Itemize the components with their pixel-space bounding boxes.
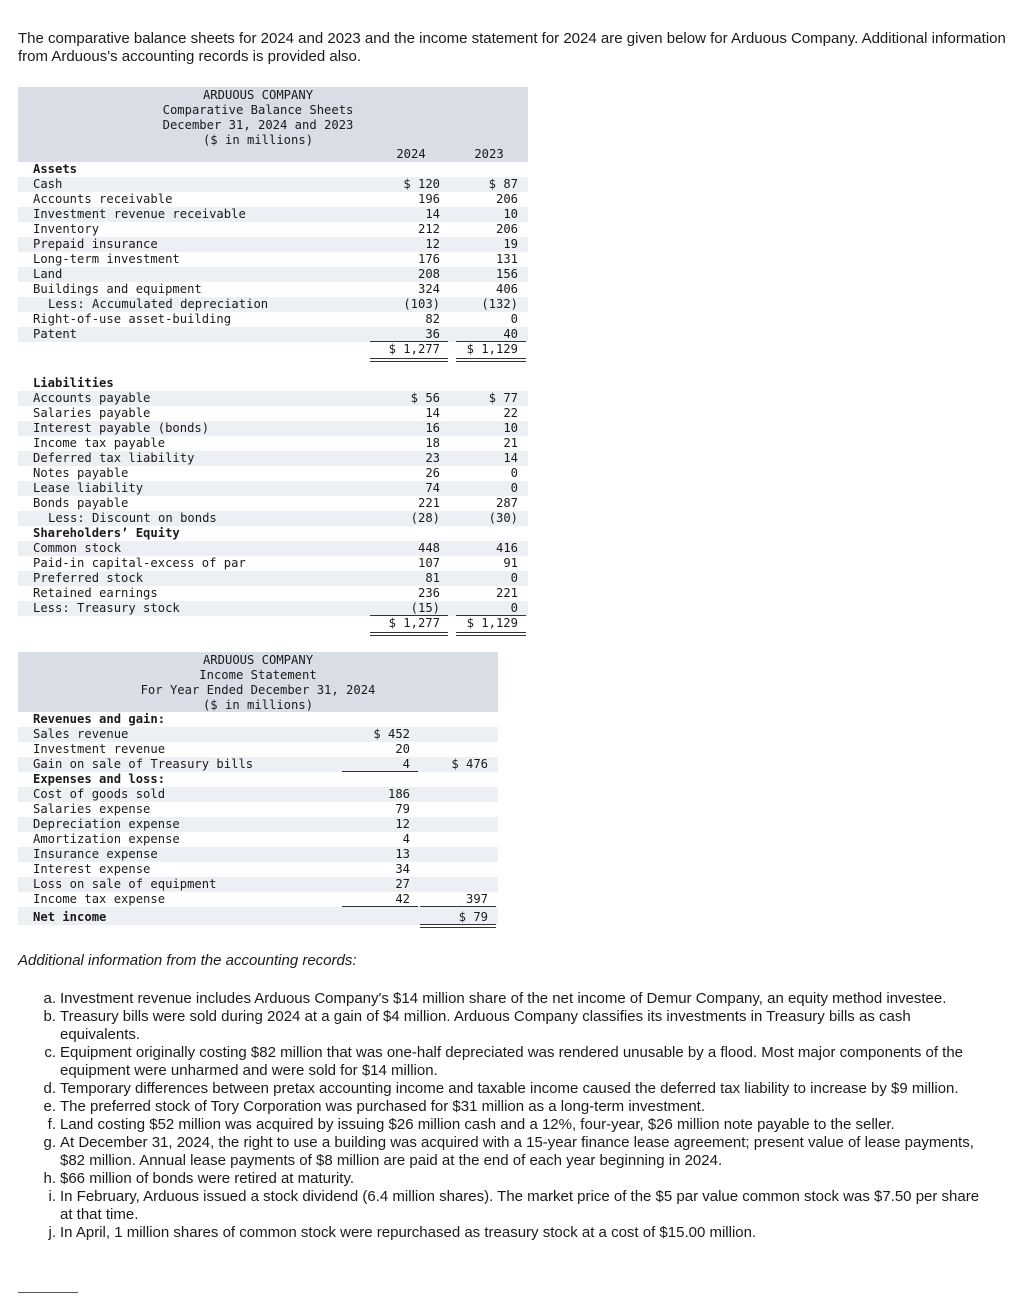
note-item <box>40 1188 980 1224</box>
note-text: Land costing $52 million was acquired by issuing $26 million cash and a 12%, four-year, $26 million note payable to the seller. <box>60 1116 895 1133</box>
asset-row <box>18 312 528 327</box>
liability-row <box>18 481 528 496</box>
value-2023: 131 <box>495 252 518 266</box>
expense-row <box>18 817 498 832</box>
note-letter: i. <box>48 1188 56 1205</box>
liability-row <box>18 421 528 436</box>
row-label: Net income <box>33 910 107 924</box>
note-text: Investment revenue includes Arduous Company's $14 million share of the net income of Demur Company, an equity method investee. <box>60 990 947 1007</box>
note-letter: g. <box>43 1134 56 1151</box>
value-2024: 74 <box>425 481 440 495</box>
income-statement-table <box>18 652 498 925</box>
asset-row <box>18 327 528 342</box>
equity-row <box>18 571 528 586</box>
value-2024: (103) <box>403 297 440 311</box>
value-2023: 156 <box>495 267 518 281</box>
subtotal-amount: $ 476 <box>451 757 488 771</box>
value-2024: 324 <box>417 282 440 296</box>
expense-row <box>18 847 498 862</box>
value-2024: $ 1,277 <box>388 342 440 356</box>
row-label: Revenues and gain: <box>33 712 166 726</box>
value-2024: $ 1,277 <box>388 616 440 630</box>
liability-row <box>18 451 528 466</box>
note-item <box>40 1080 980 1098</box>
note-item <box>40 1008 980 1044</box>
row-label: Accounts payable <box>33 391 151 405</box>
note-text: $66 million of bonds were retired at maturity. <box>60 1170 355 1187</box>
row-label: Inventory <box>33 222 100 236</box>
asset-row <box>18 222 528 237</box>
row-label: Less: Discount on bonds <box>48 511 217 525</box>
value-2023: 0 <box>510 466 518 480</box>
column-header-2024: 2024 <box>396 147 426 161</box>
liability-row <box>18 391 528 406</box>
double-underline <box>420 924 496 928</box>
liability-row <box>18 496 528 511</box>
revenue-row <box>18 727 498 742</box>
row-label: Loss on sale of equipment <box>33 877 217 891</box>
value-2023: 10 <box>503 421 518 435</box>
value-2023: $ 1,129 <box>466 342 518 356</box>
row-label: Less: Accumulated depreciation <box>48 297 269 311</box>
value-2023: $ 77 <box>488 391 518 405</box>
net-income-row <box>18 907 498 925</box>
note-item <box>40 990 980 1008</box>
value-2024: 26 <box>425 466 440 480</box>
value-2024: 36 <box>425 327 440 341</box>
section-equity <box>18 526 528 541</box>
row-label: Paid-in capital-excess of par <box>33 556 246 570</box>
value-2023: 416 <box>495 541 518 555</box>
note-letter: a. <box>43 990 56 1007</box>
value-2023: 21 <box>503 436 518 450</box>
item-amount: 34 <box>395 862 410 876</box>
row-label: Buildings and equipment <box>33 282 202 296</box>
asset-row <box>18 297 528 312</box>
value-2023: $ 1,129 <box>466 616 518 630</box>
value-2024: 208 <box>417 267 440 281</box>
intro-paragraph: The comparative balance sheets for 2024 and 2023 and the income statement for 2024 are given below for Arduous Company. Additional information from Arduous's accounting records is provided also. <box>18 30 1006 65</box>
liability-row <box>18 511 528 526</box>
value-2023: (30) <box>488 511 518 525</box>
row-label: Depreciation expense <box>33 817 180 831</box>
row-label: Salaries payable <box>33 406 151 420</box>
balance-sheet-title-line: ARDUOUS COMPANY <box>202 88 314 102</box>
equity-row <box>18 601 528 616</box>
item-amount: 42 <box>395 892 410 906</box>
note-letter: b. <box>43 1008 56 1025</box>
value-2023: 0 <box>510 312 518 326</box>
equity-row <box>18 541 528 556</box>
note-text: At December 31, 2024, the right to use a building was acquired with a 15-year finance lease agreement; present value of lease payments, $82 million. Annual lease payments of $8 million are paid at the end of each year beginning in 2024. <box>60 1134 974 1169</box>
item-amount: 4 <box>402 757 410 771</box>
income-statement-title-line: Income Statement <box>199 668 317 682</box>
note-item <box>40 1116 980 1134</box>
section-revenues <box>18 712 498 727</box>
value-2023: 0 <box>510 571 518 585</box>
equity-row <box>18 556 528 571</box>
assets-total-row <box>18 342 528 360</box>
liability-row <box>18 406 528 421</box>
row-label: Shareholders’ Equity <box>33 526 180 540</box>
row-label: Less: Treasury stock <box>33 601 180 615</box>
value-2024: 12 <box>425 237 440 251</box>
value-2023: 10 <box>503 207 518 221</box>
asset-row <box>18 207 528 222</box>
value-2023: (132) <box>481 297 518 311</box>
liabilities-equity-total-row <box>18 616 528 634</box>
row-label: Retained earnings <box>33 586 158 600</box>
double-underline <box>370 632 448 636</box>
row-label: Gain on sale of Treasury bills <box>33 757 254 771</box>
expense-row <box>18 802 498 817</box>
expense-row <box>18 862 498 877</box>
spacer <box>18 360 528 376</box>
value-2023: 0 <box>510 601 518 615</box>
item-amount: 186 <box>387 787 410 801</box>
subtotal-amount: 397 <box>465 892 488 906</box>
note-letter: d. <box>43 1080 56 1097</box>
double-underline <box>456 632 526 636</box>
value-2024: 23 <box>425 451 440 465</box>
value-2024: 448 <box>417 541 440 555</box>
asset-row <box>18 237 528 252</box>
row-label: Notes payable <box>33 466 129 480</box>
value-2024: 14 <box>425 406 440 420</box>
asset-row <box>18 282 528 297</box>
value-2023: 0 <box>510 481 518 495</box>
row-label: Sales revenue <box>33 727 129 741</box>
note-text: In February, Arduous issued a stock dividend (6.4 million shares). The market price of the $5 par value common stock was $7.50 per share at that time. <box>60 1188 980 1223</box>
row-label: Assets <box>33 162 78 176</box>
balance-sheet-header <box>18 87 528 162</box>
expense-row <box>18 832 498 847</box>
row-label: Bonds payable <box>33 496 129 510</box>
row-label: Investment revenue <box>33 742 166 756</box>
value-2024: 196 <box>417 192 440 206</box>
value-2024: 16 <box>425 421 440 435</box>
note-letter: e. <box>43 1098 56 1115</box>
asset-row <box>18 267 528 282</box>
value-2024: 212 <box>417 222 440 236</box>
expense-row <box>18 787 498 802</box>
note-item <box>40 1170 980 1188</box>
value-2024: 236 <box>417 586 440 600</box>
section-expenses <box>18 772 498 787</box>
subtotal-amount: $ 79 <box>458 910 488 924</box>
row-label: Expenses and loss: <box>33 772 166 786</box>
balance-sheet-table <box>18 87 528 634</box>
item-amount: 79 <box>395 802 410 816</box>
row-label: Interest payable (bonds) <box>33 421 210 435</box>
liability-row <box>18 466 528 481</box>
equity-row <box>18 586 528 601</box>
value-2023: 287 <box>495 496 518 510</box>
note-item <box>40 1098 980 1116</box>
income-statement-title-line: ($ in millions) <box>202 698 314 712</box>
note-item <box>40 1224 980 1242</box>
value-2023: 14 <box>503 451 518 465</box>
income-statement-header <box>18 652 498 712</box>
item-amount: 20 <box>395 742 410 756</box>
row-label: Income tax payable <box>33 436 166 450</box>
note-text: In April, 1 million shares of common stock were repurchased as treasury stock at a cost of $15.00 million. <box>60 1224 757 1241</box>
note-letter: c. <box>44 1044 56 1061</box>
value-2023: 206 <box>495 222 518 236</box>
note-text: Temporary differences between pretax accounting income and taxable income caused the deferred tax liability to increase by $9 million. <box>60 1080 959 1097</box>
income-statement-title-line: For Year Ended December 31, 2024 <box>140 683 376 697</box>
note-item <box>40 1134 980 1170</box>
note-text: Treasury bills were sold during 2024 at a gain of $4 million. Arduous Company classifies its investments in Treasury bills as cash equivalents. <box>60 1008 911 1043</box>
note-item <box>40 1044 980 1080</box>
value-2023: 22 <box>503 406 518 420</box>
item-amount: 4 <box>402 832 410 846</box>
value-2023: 40 <box>503 327 518 341</box>
row-label: Long-term investment <box>33 252 180 266</box>
row-label: Accounts receivable <box>33 192 173 206</box>
row-label: Insurance expense <box>33 847 158 861</box>
balance-sheet-title-line: December 31, 2024 and 2023 <box>162 118 354 132</box>
expense-row <box>18 877 498 892</box>
row-label: Land <box>33 267 63 281</box>
note-letter: j. <box>48 1224 56 1241</box>
value-2024: 14 <box>425 207 440 221</box>
row-label: Common stock <box>33 541 122 555</box>
item-amount: 12 <box>395 817 410 831</box>
value-2023: 91 <box>503 556 518 570</box>
value-2024: 81 <box>425 571 440 585</box>
row-label: Income tax expense <box>33 892 166 906</box>
note-letter: h. <box>43 1170 56 1187</box>
value-2023: 19 <box>503 237 518 251</box>
row-label: Deferred tax liability <box>33 451 195 465</box>
value-2024: 176 <box>417 252 440 266</box>
income-statement-title-line: ARDUOUS COMPANY <box>202 653 314 667</box>
liability-row <box>18 436 528 451</box>
revenue-row <box>18 742 498 757</box>
row-label: Lease liability <box>33 481 144 495</box>
value-2024: 107 <box>417 556 440 570</box>
row-label: Liabilities <box>33 376 114 390</box>
item-amount: 27 <box>395 877 410 891</box>
row-label: Amortization expense <box>33 832 180 846</box>
note-letter: f. <box>47 1116 56 1133</box>
value-2024: 18 <box>425 436 440 450</box>
asset-row <box>18 177 528 192</box>
value-2023: 206 <box>495 192 518 206</box>
row-label: Salaries expense <box>33 802 151 816</box>
expense-row <box>18 892 498 907</box>
asset-row <box>18 252 528 267</box>
value-2024: $ 56 <box>410 391 440 405</box>
asset-row <box>18 192 528 207</box>
row-label: Investment revenue receivable <box>33 207 246 221</box>
item-amount: $ 452 <box>373 727 410 741</box>
value-2024: $ 120 <box>403 177 440 191</box>
value-2024: 221 <box>417 496 440 510</box>
row-label: Cost of goods sold <box>33 787 166 801</box>
section-assets <box>18 162 528 177</box>
row-label: Patent <box>33 327 78 341</box>
row-label: Right-of-use asset-building <box>33 312 232 326</box>
value-2023: 406 <box>495 282 518 296</box>
column-header-2023: 2023 <box>474 147 504 161</box>
value-2023: $ 87 <box>488 177 518 191</box>
value-2024: 82 <box>425 312 440 326</box>
section-liabilities <box>18 376 528 391</box>
additional-info-title: Additional information from the accounting records: <box>18 952 357 969</box>
item-amount: 13 <box>395 847 410 861</box>
row-label: Cash <box>33 177 63 191</box>
value-2023: 221 <box>495 586 518 600</box>
balance-sheet-title-line: ($ in millions) <box>202 133 314 147</box>
value-2024: (28) <box>410 511 440 525</box>
row-label: Interest expense <box>33 862 151 876</box>
note-text: The preferred stock of Tory Corporation was purchased for $31 million as a long-term investment. <box>60 1098 706 1115</box>
revenue-row <box>18 757 498 772</box>
value-2024: (15) <box>410 601 440 615</box>
row-label: Preferred stock <box>33 571 144 585</box>
balance-sheet-title-line: Comparative Balance Sheets <box>162 103 354 117</box>
additional-info-list <box>40 990 980 1242</box>
note-text: Equipment originally costing $82 million that was one-half depreciated was rendered unusable by a flood. Most major components of the equipment were unharmed and were sold for $14 million. <box>60 1044 964 1079</box>
row-label: Prepaid insurance <box>33 237 158 251</box>
